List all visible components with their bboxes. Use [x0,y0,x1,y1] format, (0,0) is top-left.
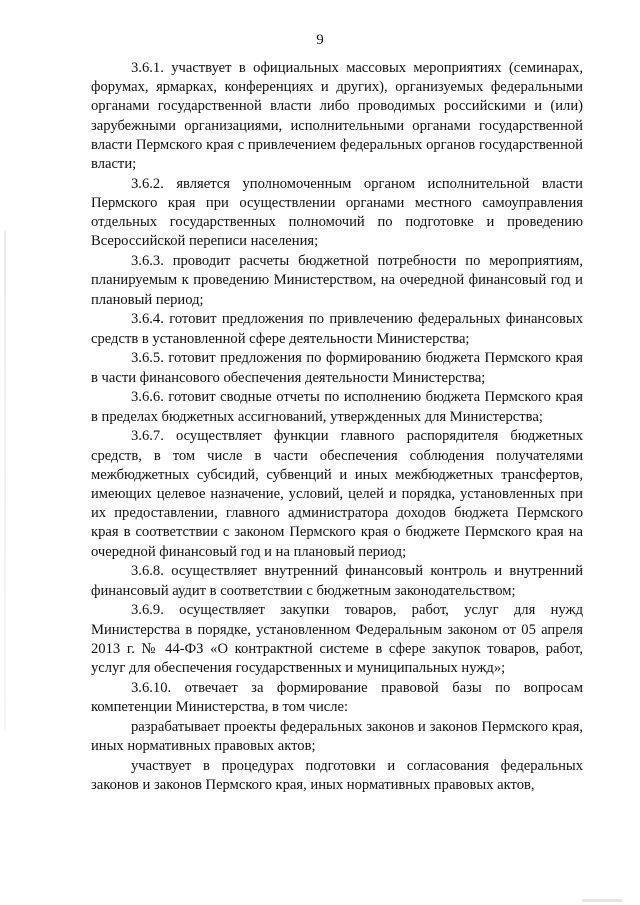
scan-corner-mark [582,899,622,902]
clause-3-6-4: 3.6.4. готовит предложения по привлечению федеральных финансовых средств в установленной сфере деятельности Министерства; [91,311,583,347]
scan-edge-mark [4,230,6,730]
clause-3-6-7: 3.6.7. осуществляет функции главного распорядителя бюджетных средств, в том числе в части обеспечения соблюдения получателями межбюджетных субсидий, субвенций и иных межбюджетных трансфертов, имеющих целевое назначение, условий, целей и порядка, установленных при их предоставлении, главного администратора доходов бюджета Пермского края в соответствии с законом Пермского края о бюджете Пермского края на очередной финансовый год и на плановый период; [91,428,583,560]
clause-3-6-10-item-approval: участвует в процедурах подготовки и согласования федеральных законов и законов Пермского края, иных нормативных правовых актов, [91,757,583,794]
clause-3-6-8: 3.6.8. осуществляет внутренний финансовый контроль и внутренний финансовый аудит в соответствии с бюджетным законодательством; [91,563,583,599]
clause-3-6-2: 3.6.2. является уполномоченным органом исполнительной власти Пермского края при осуществлении органами местного самоуправления отдельных государственных полномочий по подготовке и проведению Всероссийской переписи населения; [91,175,583,250]
clause-3-6-10: 3.6.10. отвечает за формирование правовой базы по вопросам компетенции Министерства, в том числе: [91,679,583,716]
clause-3-6-1: 3.6.1. участвует в официальных массовых мероприятиях (семинарах, форумах, ярмарках, конференциях и других), организуемых федеральными органами государственной власти либо проводимых российскими и (или) зарубежными организациями, исполнительными органами государственной власти Пермского края с привлечением федеральных органов государственной власти; [91,60,583,173]
clause-3-6-10-item-drafts: разрабатывает проекты федеральных законов и законов Пермского края, иных нормативных правовых актов; [91,718,583,755]
clause-3-6-6: 3.6.6. готовит сводные отчеты по исполнению бюджета Пермского края в пределах бюджетных ассигнований, утвержденных для Министерства; [91,389,583,425]
document-body [91,59,583,796]
clause-3-6-5: 3.6.5. готовит предложения по формированию бюджета Пермского края в части финансового обеспечения деятельности Министерства; [91,350,583,386]
page-number: 9 [316,32,324,48]
clause-3-6-3: 3.6.3. проводит расчеты бюджетной потребности по мероприятиям, планируемым к проведению Министерством, на очередной финансовый год и плановый период; [91,253,583,308]
clause-3-6-9: 3.6.9. осуществляет закупки товаров, работ, услуг для нужд Министерства в порядке, установленном Федеральным законом от 05 апреля 2013 г. № 44-ФЗ «О контрактной системе в сфере закупок товаров, работ, услуг для обеспечения государственных и муниципальных нужд»; [91,602,583,677]
